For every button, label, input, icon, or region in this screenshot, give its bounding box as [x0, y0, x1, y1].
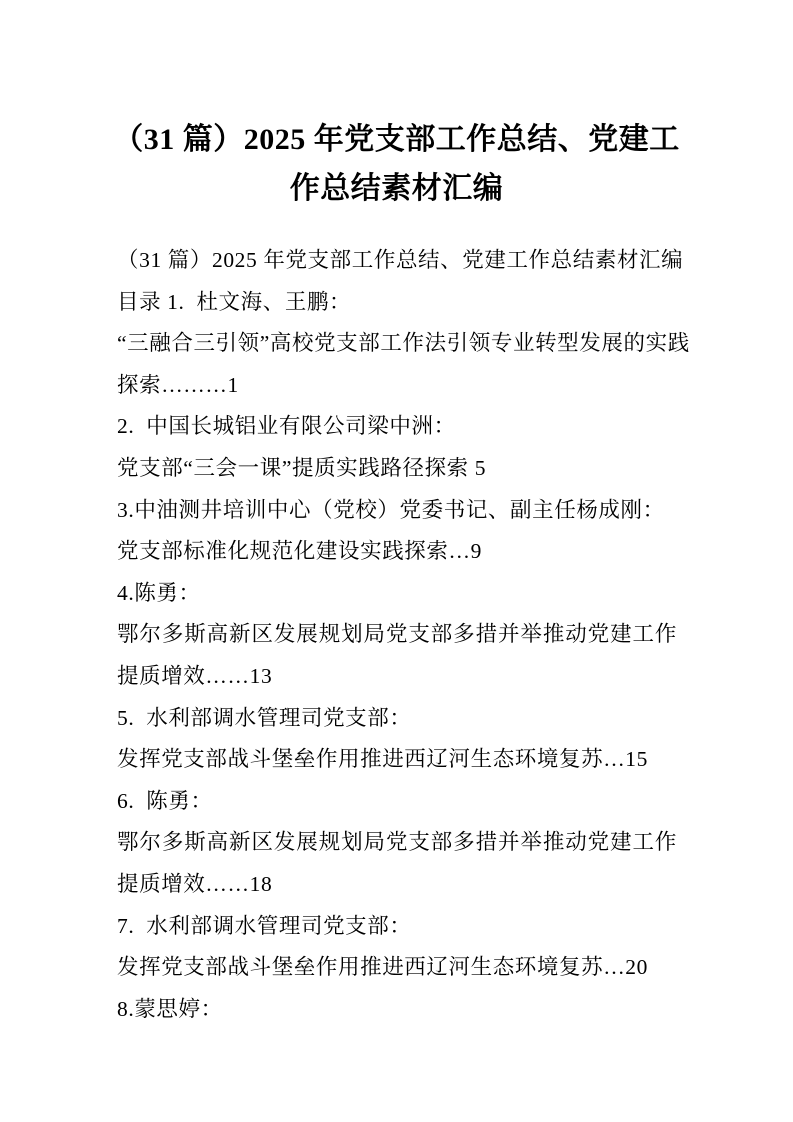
body-line: 6. 陈勇：: [117, 788, 213, 813]
body-line: （31 篇）2025 年党支部工作总结、党建工作总结素材汇编: [117, 248, 684, 272]
body-line: 提质增效……13: [117, 663, 273, 688]
body-line: 党支部“三会一课”提质实践路径探索 5: [117, 455, 487, 480]
document-title-line-1: （31 篇）2025 年党支部工作总结、党建工: [113, 123, 680, 156]
body-line: 7. 水利部调水管理司党支部：: [117, 913, 412, 938]
body-line: 鄂尔多斯高新区发展规划局党支部多措并举推动党建工作: [117, 830, 677, 855]
body-line: 5. 水利部调水管理司党支部：: [117, 705, 412, 730]
document-body: [117, 240, 690, 1030]
body-line: 3.中油测井培训中心（党校）党委书记、副主任杨成刚：: [117, 497, 665, 522]
document-title: [0, 115, 793, 213]
body-line: 发挥党支部战斗堡垒作用推进西辽河生态环境复苏…20: [117, 955, 649, 980]
body-line: 鄂尔多斯高新区发展规划局党支部多措并举推动党建工作: [117, 622, 677, 647]
body-line: 8.蒙思婷：: [117, 996, 223, 1021]
body-line: 探索………1: [117, 372, 239, 397]
body-line: 党支部标准化规范化建设实践探索…9: [117, 539, 482, 564]
document-title-line-2: 作总结素材汇编: [289, 172, 504, 205]
body-line: 发挥党支部战斗堡垒作用推进西辽河生态环境复苏…15: [117, 747, 649, 772]
body-line: 提质增效……18: [117, 871, 273, 896]
body-line: 4.陈勇：: [117, 580, 201, 605]
body-line: “三融合三引领”高校党支部工作法引领专业转型发展的实践: [117, 331, 690, 356]
body-line: 2. 中国长城铝业有限公司梁中洲：: [117, 414, 456, 439]
body-line: 目录 1. 杜文海、王鹏：: [117, 289, 352, 314]
